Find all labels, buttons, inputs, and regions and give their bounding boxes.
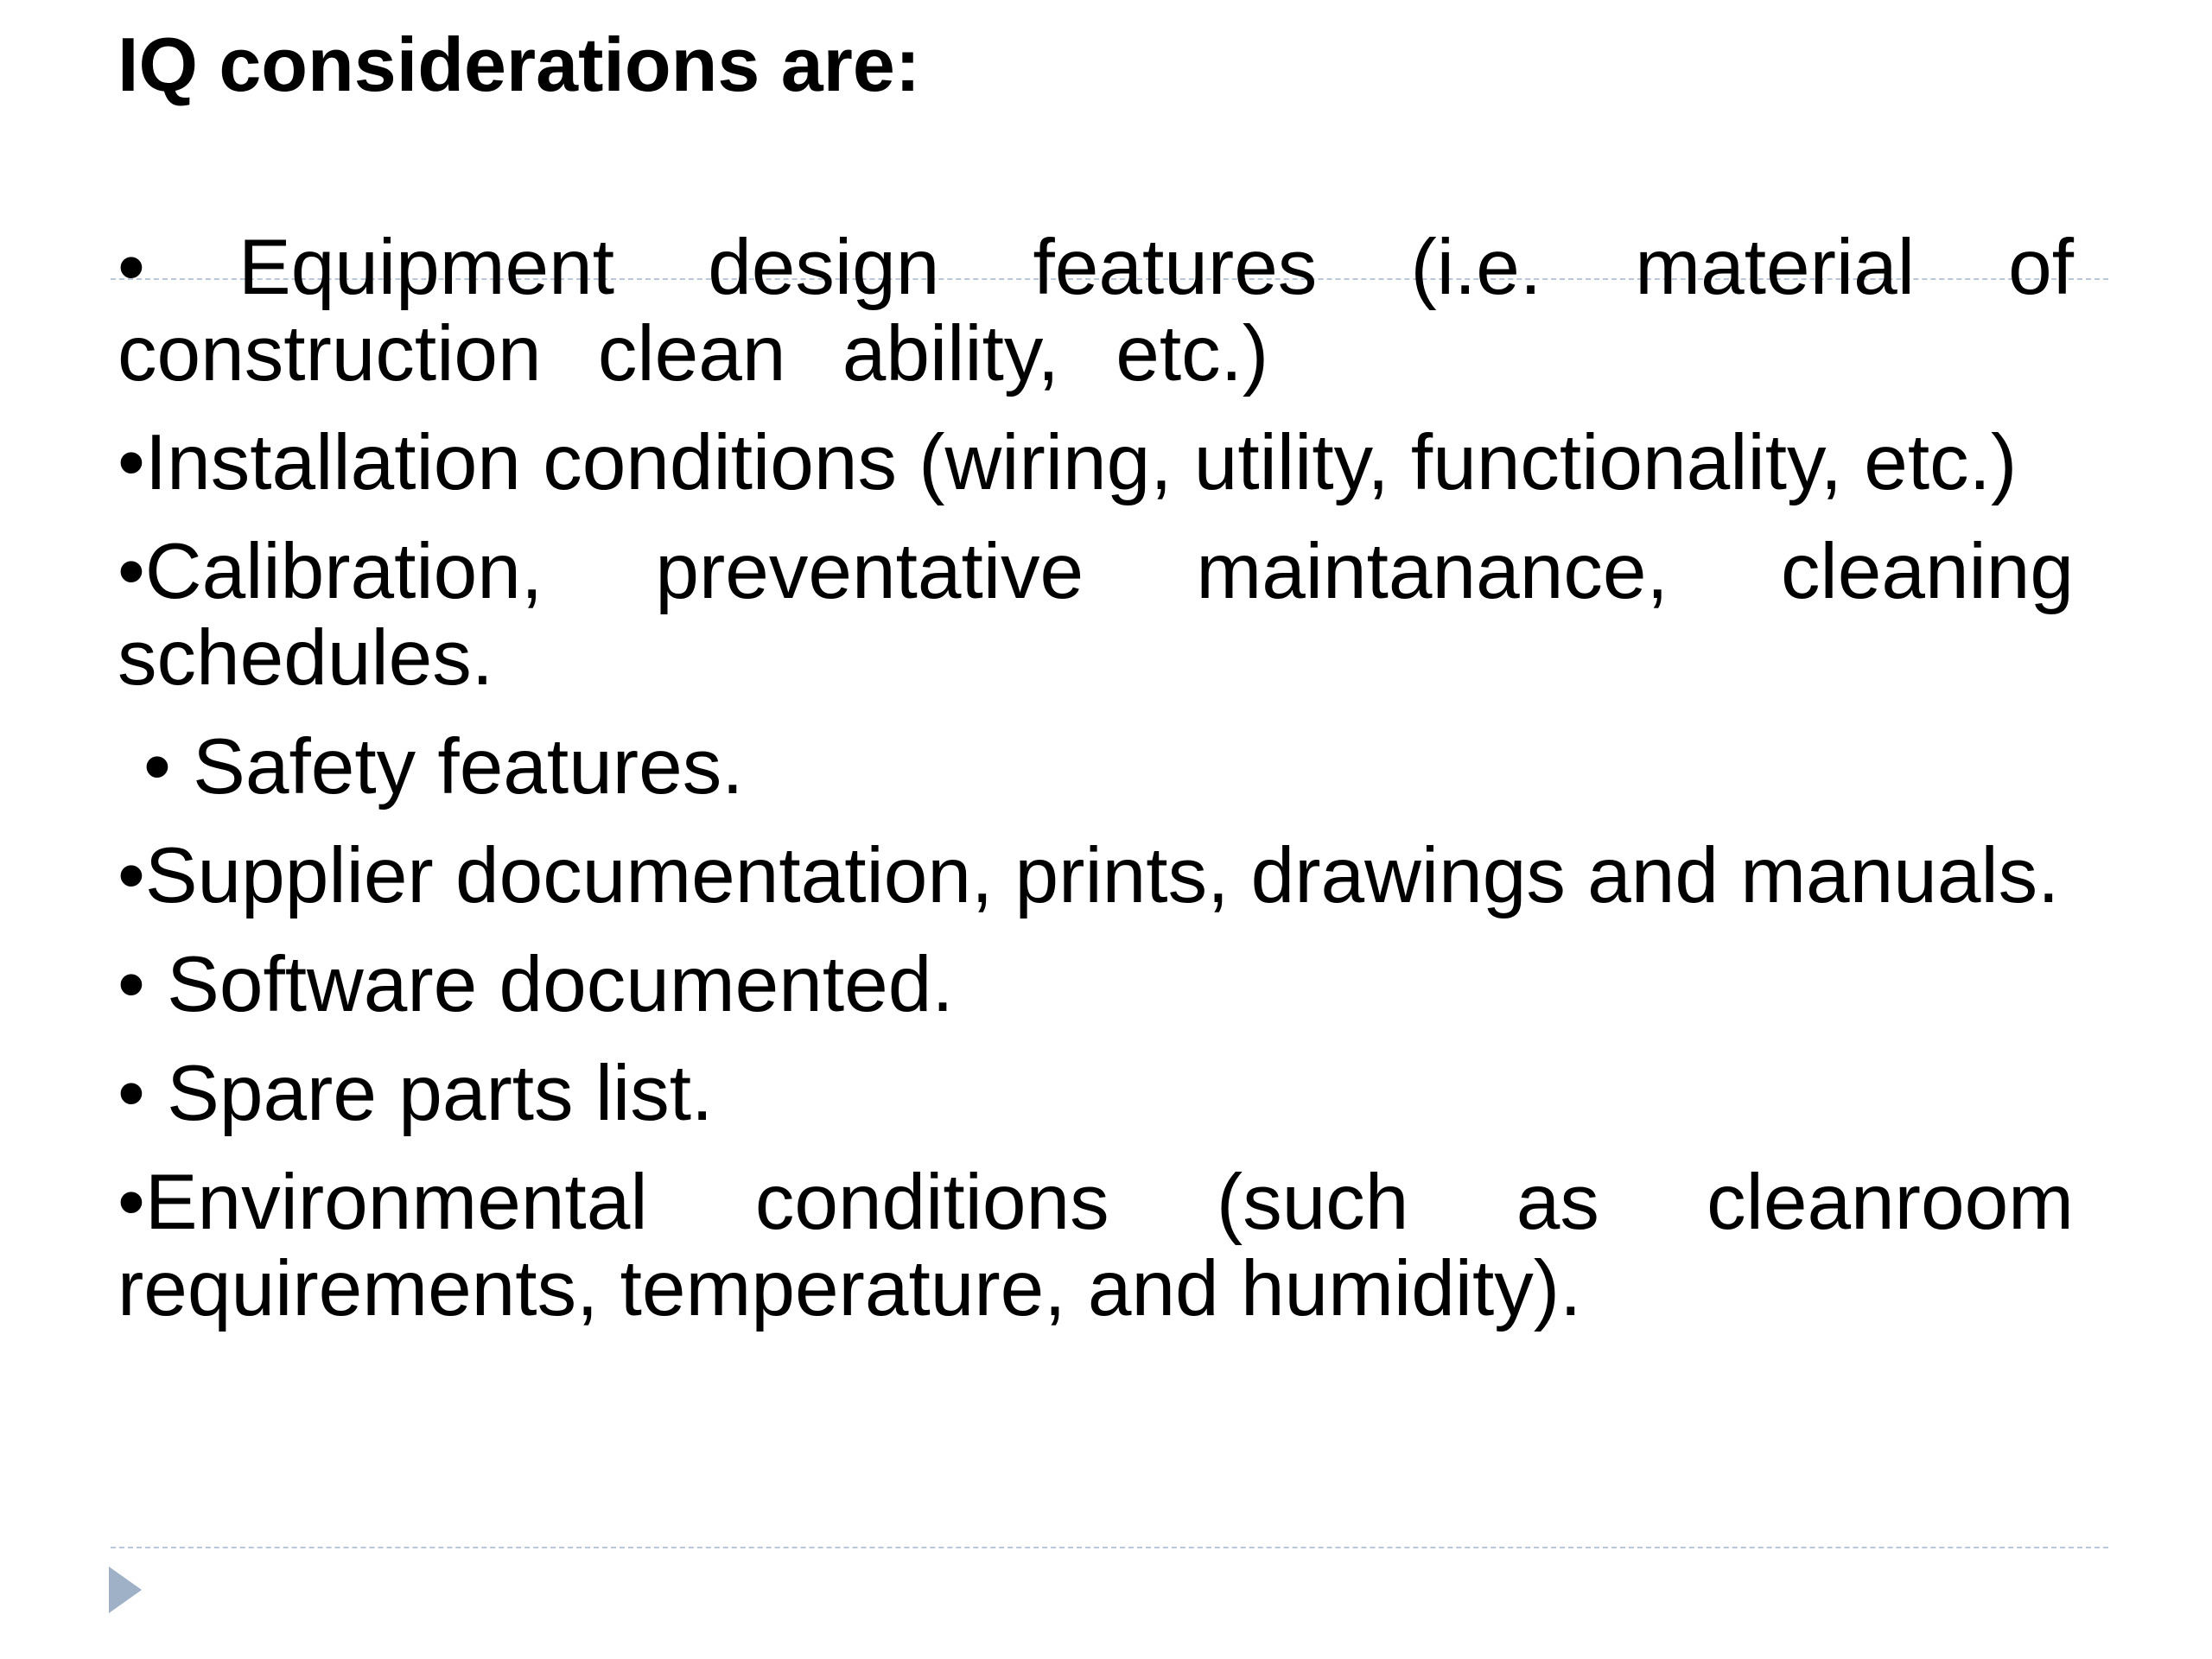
bullet-list	[118, 225, 2074, 1355]
bullet-item: •Installation conditions (wiring, utility, functionality, etc.)	[118, 419, 2018, 506]
bullet-item: • Safety features.	[143, 723, 744, 810]
bullet-item: •Environmental conditions (such as cleanroom requirements, temperature, and humidity).	[118, 1159, 2074, 1332]
bottom-divider	[111, 1547, 2108, 1548]
bullet-item: •Supplier documentation, prints, drawings and manuals.	[118, 832, 2060, 919]
bullet-item: • Spare parts list.	[118, 1050, 714, 1137]
slide-title: IQ considerations are:	[118, 22, 921, 107]
bullet-item: • Software documented.	[118, 941, 954, 1028]
bullet-item: •Calibration, preventative maintanance, cleaning schedules.	[118, 528, 2074, 702]
bullet-item: • Equipment design features (i.e. material of construction clean ability, etc.)	[118, 224, 2074, 397]
triangle-right-icon	[109, 1567, 142, 1613]
